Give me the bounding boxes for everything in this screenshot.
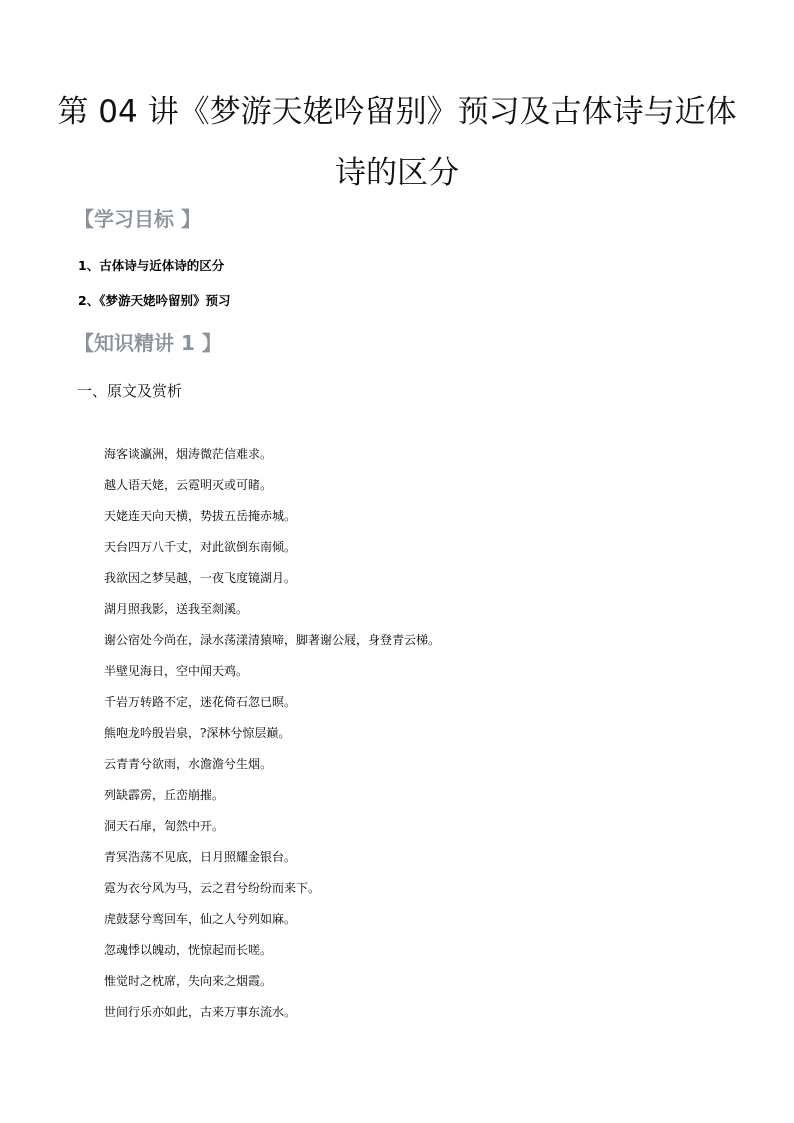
poem-line: 谢公宿处今尚在，渌水荡漾清猿啼，脚著谢公屐，身登青云梯。 <box>104 633 441 647</box>
poem-line: 青冥浩荡不见底，日月照耀金银台。 <box>104 850 297 864</box>
poem-line: 湖月照我影，送我至剡溪。 <box>104 602 249 616</box>
poem-line: 云青青兮欲雨，水澹澹兮生烟。 <box>104 757 273 771</box>
page-title-line-1: 第 04 讲《梦游天姥吟留别》预习及古体诗与近体 <box>57 94 737 130</box>
poem-line: 越人语天姥，云霓明灭或可睹。 <box>104 478 273 492</box>
poem-line: 霓为衣兮风为马，云之君兮纷纷而来下。 <box>104 881 321 895</box>
poem-line: 千岩万转路不定，迷花倚石忽已暝。 <box>104 695 297 709</box>
poem-line: 虎鼓瑟兮鸾回车，仙之人兮列如麻。 <box>104 912 297 926</box>
poem-line: 半壁见海日，空中闻天鸡。 <box>104 664 249 678</box>
learning-goals-heading: 【学习目标 】 <box>74 207 201 231</box>
page-title-line-2: 诗的区分 <box>335 155 459 191</box>
poem-line: 天台四万八千丈，对此欲倒东南倾。 <box>104 540 297 554</box>
poem-line: 海客谈瀛洲，烟涛微茫信难求。 <box>104 447 273 461</box>
poem-line: 惟觉时之枕席，失向来之烟霞。 <box>104 974 273 988</box>
poem-line: 世间行乐亦如此，古来万事东流水。 <box>104 1005 297 1019</box>
poem-text <box>104 443 440 1032</box>
poem-line: 熊咆龙吟殷岩泉，?深林兮惊层巅。 <box>104 726 291 740</box>
goal-item: 1、古体诗与近体诗的区分 <box>78 258 225 273</box>
poem-line: 天姥连天向天横，势拔五岳掩赤城。 <box>104 509 297 523</box>
poem-line: 忽魂悸以魄动，恍惊起而长嗟。 <box>104 943 273 957</box>
original-text-subheading: 一、原文及赏析 <box>77 382 183 400</box>
poem-line: 列缺霹雳，丘峦崩摧。 <box>104 788 225 802</box>
poem-line: 洞天石扉，訇然中开。 <box>104 819 225 833</box>
goal-item: 2、《梦游天姥吟留别》预习 <box>78 293 231 308</box>
knowledge-section-heading: 【知识精讲 1 】 <box>74 331 222 355</box>
poem-line: 我欲因之梦吴越，一夜飞度镜湖月。 <box>104 571 297 585</box>
